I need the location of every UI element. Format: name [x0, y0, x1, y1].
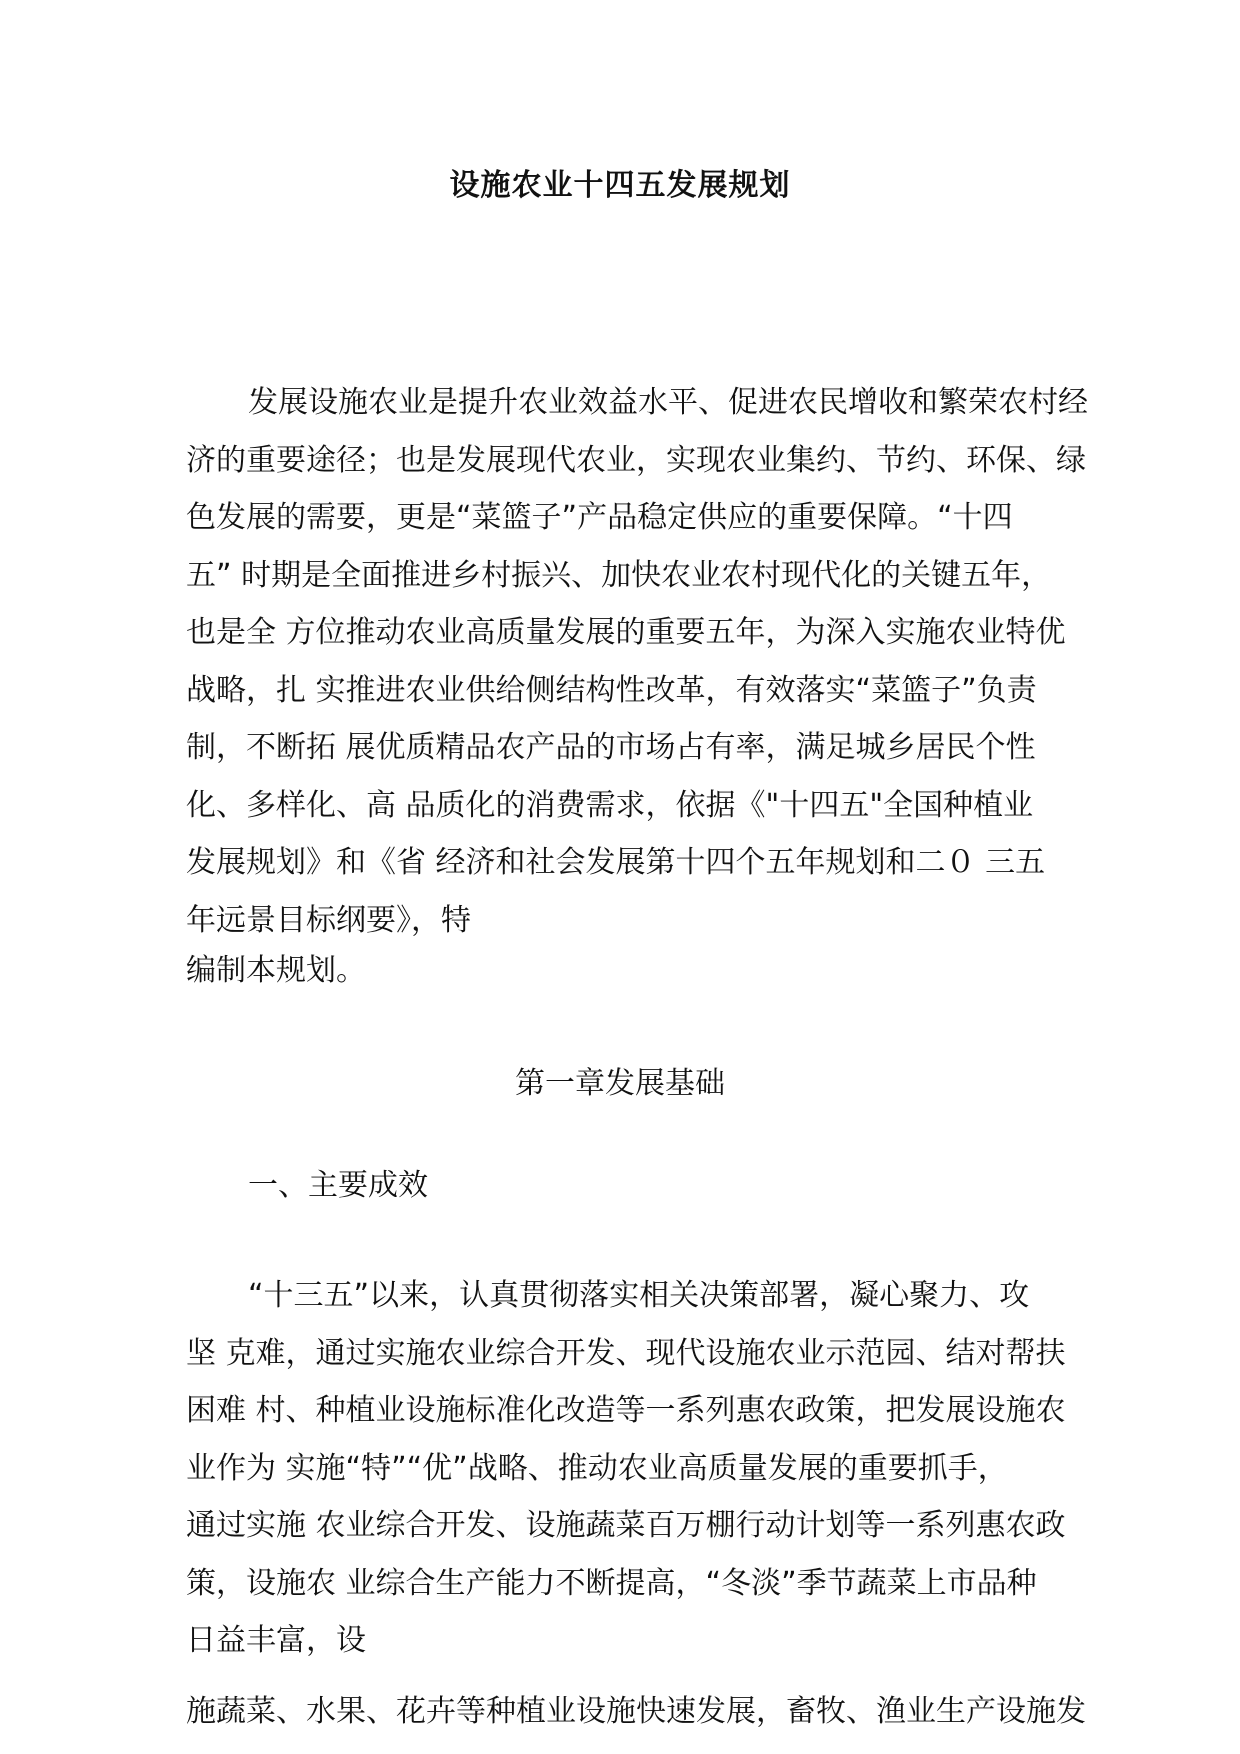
paragraph-line: “十三五”以来，认真贯彻落实相关决策部署，凝心聚力、攻: [248, 1278, 1030, 1313]
body-paragraph: [186, 1267, 1066, 1670]
paragraph-line: 编制本规划。: [186, 953, 366, 988]
paragraph-line: 年远景目标纲要》，特: [186, 902, 471, 938]
paragraph-line: 日益丰富，设: [186, 1623, 366, 1658]
body-tail: [186, 1683, 1086, 1741]
paragraph-line: 发展规划》和《省 经济和社会发展第十四个五年规划和二０ 三五: [186, 845, 1046, 880]
paragraph-line: 坚 克难，通过实施农业综合开发、现代设施农业示范园、结对帮扶: [186, 1335, 1066, 1371]
paragraph-line: 困难 村、种植业设施标准化改造等一系列惠农政策，把发展设施农: [186, 1393, 1066, 1428]
paragraph-line: 通过实施 农业综合开发、设施蔬菜百万棚行动计划等一系列惠农政: [186, 1508, 1066, 1543]
intro-paragraph: [186, 374, 1088, 949]
section-heading: 一、主要成效: [248, 1168, 428, 1203]
paragraph-line: 施蔬菜、水果、花卉等种植业设施快速发展，畜牧、渔业生产设施发: [186, 1694, 1086, 1729]
paragraph-line: 制，不断拓 展优质精品农产品的市场占有率，满足城乡居民个性: [186, 730, 1036, 765]
paragraph-line: 业作为 实施“特”“优”战略、推动农业高质量发展的重要抓手，: [186, 1450, 1008, 1486]
paragraph-line: 策，设施农 业综合生产能力不断提高，“冬淡”季节蔬菜上市品种: [186, 1565, 1037, 1601]
paragraph-line: 也是全 方位推动农业高质量发展的重要五年，为深入实施农业特优: [186, 615, 1066, 650]
paragraph-line: 化、多样化、高 品质化的消费需求，依据《"十四五"全国种植业: [186, 787, 1034, 823]
paragraph-line: 色发展的需要，更是“菜篮子”产品稳定供应的重要保障。“十四: [186, 500, 1013, 535]
paragraph-line: 五” 时期是全面推进乡村振兴、加快农业农村现代化的关键五年，: [186, 557, 1052, 593]
document-title: 设施农业十四五发展规划: [449, 168, 791, 203]
paragraph-line: 战略，扎 实推进农业供给侧结构性改革，有效落实“菜篮子”负责: [186, 672, 1037, 708]
intro-tail: [186, 942, 1066, 1000]
chapter-heading: 第一章发展基础: [515, 1066, 725, 1101]
paragraph-line: 发展设施农业是提升农业效益水平、促进农民增收和繁荣农村经: [248, 385, 1088, 420]
paragraph-line: 济的重要途径；也是发展现代农业，实现农业集约、节约、环保、绿: [186, 442, 1086, 478]
